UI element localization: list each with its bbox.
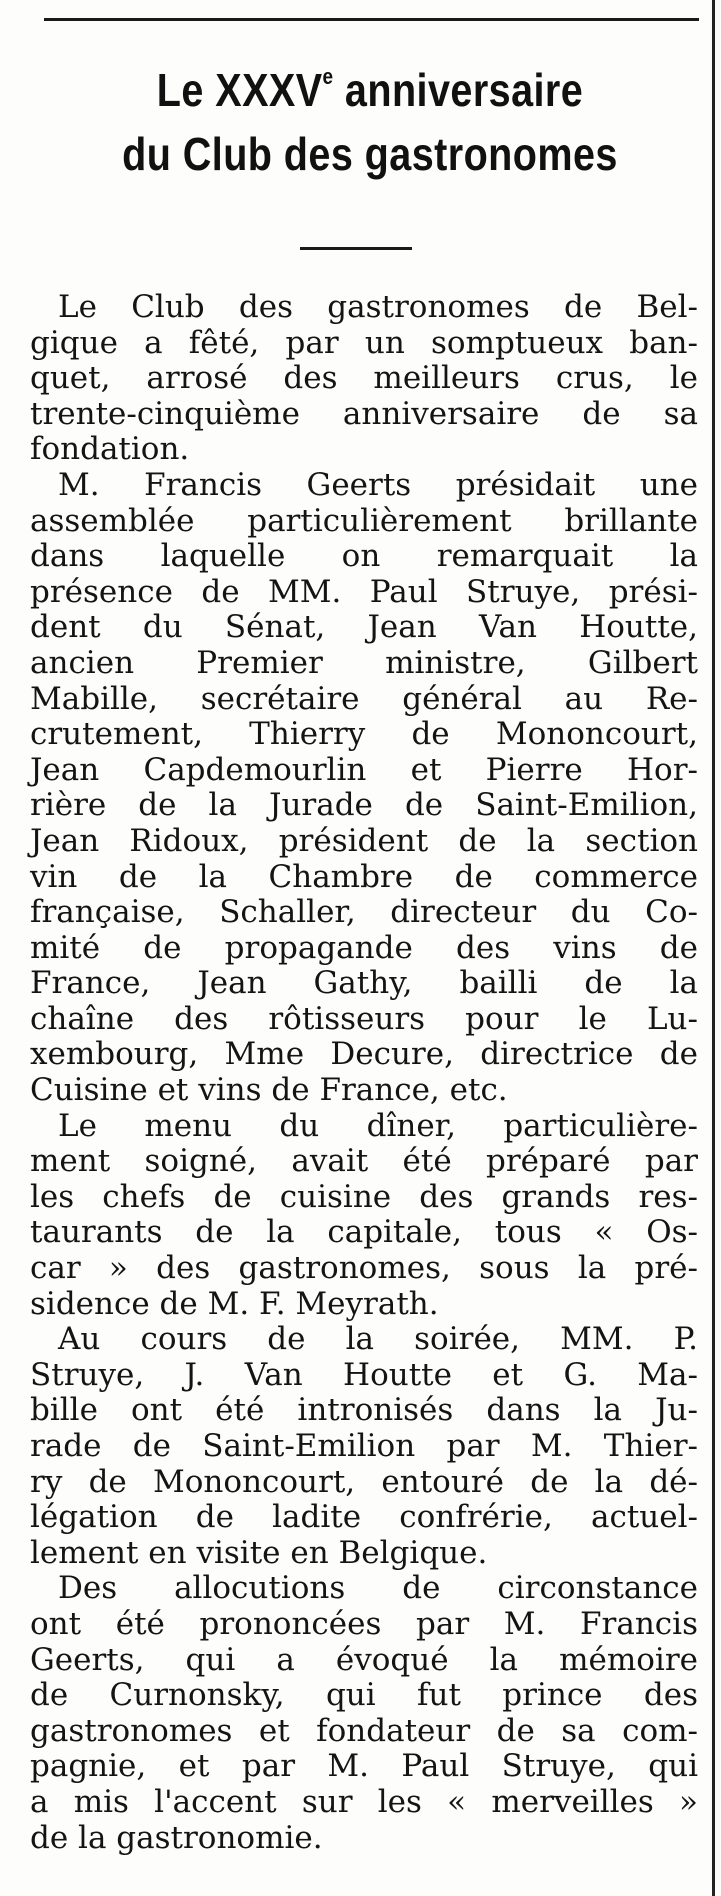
text-line: ont été prononcées par M. Francis (30, 1605, 698, 1642)
text-line: car » des gastronomes, sous la pré- (30, 1250, 698, 1287)
text-line: Cuisine et vins de France, etc. (30, 1072, 508, 1109)
top-divider-rule (44, 18, 699, 21)
text-line: Le menu du dîner, particulière- (58, 1107, 698, 1144)
text-line: française, Schaller, directeur du Co- (30, 894, 698, 931)
paragraph-3 (30, 1109, 698, 1323)
text-line: France, Jean Gathy, bailli de la (30, 965, 698, 1002)
headline-superscript: e (322, 64, 334, 89)
text-line: Des allocutions de circonstance (58, 1570, 698, 1607)
text-line: pagnie, et par M. Paul Struye, qui (30, 1748, 698, 1785)
text-line: ment soigné, avait été préparé par (30, 1143, 698, 1180)
text-line: rade de Saint-Emilion par M. Thier- (30, 1428, 698, 1464)
headline-line-2: du Club des gastronomes (122, 128, 618, 180)
text-line: quet, arrosé des meilleurs crus, le (30, 360, 698, 397)
text-line: assemblée particulièrement brillante (30, 502, 698, 539)
article-body (30, 290, 698, 1856)
text-line: xembourg, Mme Decure, directrice de (30, 1036, 698, 1073)
text-line: Le Club des gastronomes de Bel- (58, 289, 698, 325)
text-line: de la gastronomie. (30, 1819, 323, 1856)
paragraph-5 (30, 1571, 698, 1856)
text-line: Mabille, secrétaire général au Re- (30, 680, 698, 717)
text-line: légation de ladite confrérie, actuel- (30, 1499, 698, 1536)
text-line: M. Francis Geerts présidait une (58, 466, 698, 503)
text-line: mité de propagande des vins de (30, 929, 698, 966)
article-headline (86, 58, 654, 186)
text-line: ancien Premier ministre, Gilbert (30, 644, 698, 681)
text-line: ry de Mononcourt, entouré de la dé- (30, 1463, 698, 1500)
text-line: Geerts, qui a évoqué la mémoire (30, 1641, 698, 1678)
column-divider-rule (712, 0, 715, 1896)
paragraph-4 (30, 1322, 698, 1571)
text-line: sidence de M. F. Meyrath. (30, 1285, 439, 1322)
headline-divider-rule (300, 247, 412, 250)
text-line: dent du Sénat, Jean Van Houtte, (30, 609, 698, 646)
text-line: gastronomes et fondateur de sa com- (30, 1712, 698, 1749)
text-line: vin de la Chambre de commerce (30, 858, 698, 895)
text-line: Jean Capdemourlin et Pierre Hor- (30, 751, 698, 788)
text-line: Struye, J. Van Houtte et G. Ma- (30, 1356, 698, 1393)
text-line: de Curnonsky, qui fut prince des (30, 1677, 698, 1714)
text-line: rière de la Jurade de Saint-Emilion, (30, 787, 698, 824)
text-line: Au cours de la soirée, MM. P. (58, 1321, 698, 1358)
headline-line-1 (86, 58, 654, 122)
text-line: bille ont été intronisés dans la Ju- (30, 1392, 698, 1429)
text-line: chaîne des rôtisseurs pour le Lu- (30, 1000, 698, 1037)
headline-line-1-start: Le XXXV (156, 64, 323, 116)
text-line: Jean Ridoux, président de la section (30, 822, 698, 859)
text-line: crutement, Thierry de Mononcourt, (30, 716, 698, 753)
paragraph-1 (30, 290, 698, 468)
text-line: gique a fêté, par un somptueux ban- (30, 324, 698, 361)
text-line: taurants de la capitale, tous « Os- (30, 1214, 698, 1251)
text-line: dans laquelle on remarquait la (30, 538, 698, 575)
text-line: lement en visite en Belgique. (30, 1534, 488, 1571)
text-line: présence de MM. Paul Struye, prési- (30, 573, 698, 610)
paragraph-2 (30, 468, 698, 1109)
text-line: fondation. (30, 431, 190, 468)
headline-line-1-end: anniversaire (333, 64, 584, 116)
text-line: trente-cinquième anniversaire de sa (30, 395, 698, 432)
text-line: a mis l'accent sur les « merveilles » (30, 1783, 698, 1820)
text-line: les chefs de cuisine des grands res- (30, 1178, 698, 1215)
